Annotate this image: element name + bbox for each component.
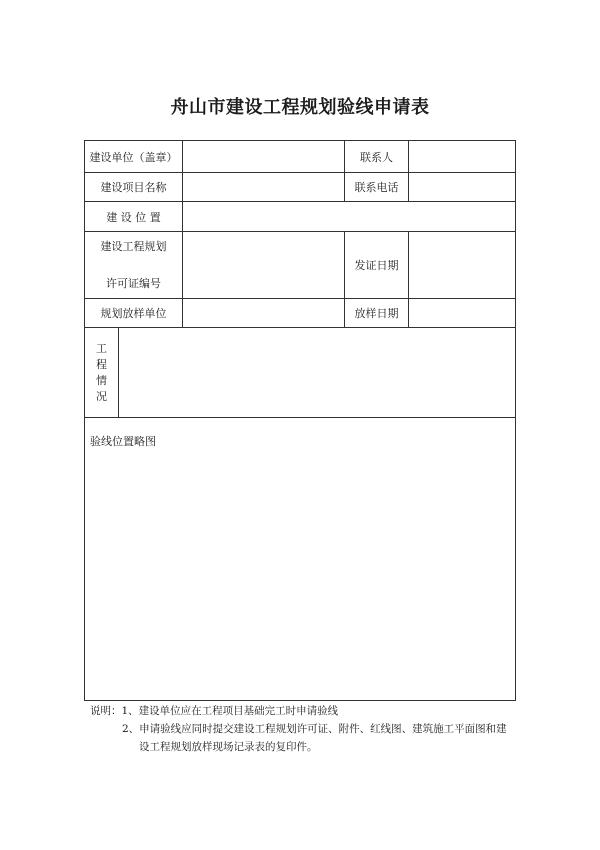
planning-permit-label-line2: 许可证编号 (106, 277, 161, 290)
sketch-area[interactable] (85, 418, 515, 700)
construction-unit-field[interactable] (183, 141, 344, 172)
project-status-label (85, 328, 118, 417)
planning-permit-number-label (85, 232, 182, 298)
note-item-1: 1、建设单位应在工程项目基础完工时申请验线 (121, 705, 339, 717)
planning-permit-number-field[interactable] (183, 232, 344, 298)
project-name-label: 建设项目名称 (100, 181, 167, 194)
contact-phone-label: 联系电话 (354, 181, 399, 194)
issue-date-field[interactable] (409, 232, 515, 298)
construction-location-label: 建 设 位 置 (106, 210, 161, 224)
notes-section (90, 702, 520, 756)
setout-unit-label: 规划放样单位 (100, 307, 167, 320)
project-name-field[interactable] (183, 173, 344, 201)
notes-prefix: 说明： (90, 705, 122, 717)
setout-date-field[interactable] (409, 299, 515, 327)
note-item-2-line2: 设工程规划放样现场记录表的复印件。 (139, 741, 318, 753)
project-status-char: 况 (96, 389, 107, 403)
contact-phone-field[interactable] (409, 173, 515, 201)
setout-date-label: 放样日期 (354, 307, 399, 320)
page-title: 舟山市建设工程规划验线申请表 (170, 97, 430, 118)
project-status-field[interactable] (119, 328, 515, 417)
contact-person-field[interactable] (409, 141, 515, 172)
planning-permit-label-line1: 建设工程规划 (100, 240, 167, 253)
construction-unit-label: 建设单位（盖章） (89, 150, 178, 164)
construction-location-field[interactable] (183, 202, 515, 231)
application-form (84, 140, 516, 701)
project-status-char: 情 (96, 373, 107, 387)
sketch-label: 验线位置略图 (90, 435, 156, 448)
project-status-char: 程 (96, 357, 107, 371)
issue-date-label: 发证日期 (354, 259, 399, 272)
project-status-char: 工 (96, 341, 107, 355)
contact-person-label: 联系人 (360, 150, 393, 164)
setout-unit-field[interactable] (183, 299, 344, 327)
note-item-2-line1: 2、申请验线应同时提交建设工程规划许可证、附件、红线图、建筑施工平面图和建 (122, 723, 507, 735)
